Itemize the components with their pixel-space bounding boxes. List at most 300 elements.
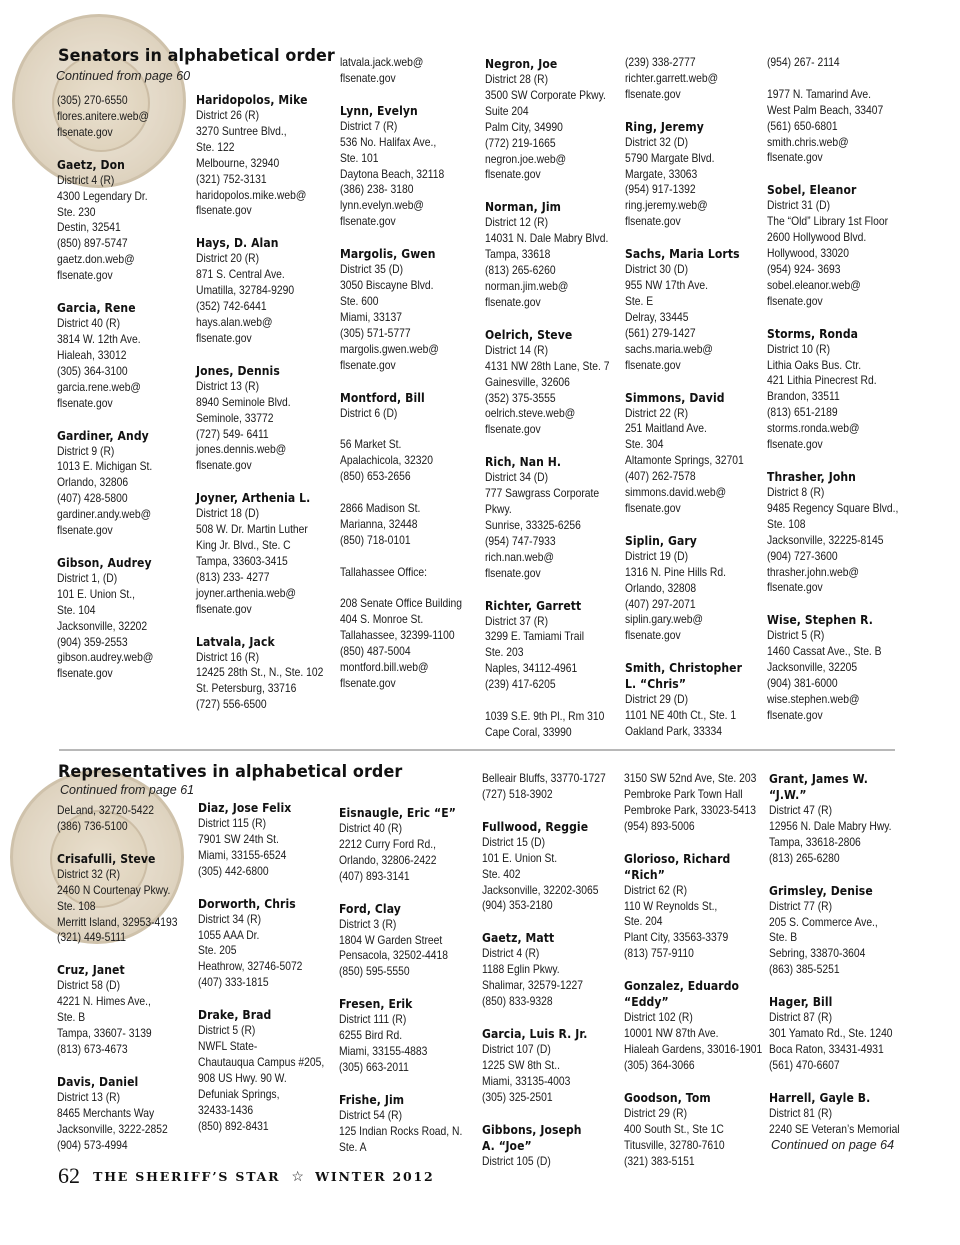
directory-entry bbox=[339, 901, 482, 981]
member-name: Grant, James W. bbox=[769, 771, 868, 786]
phone-line: (904) 353-2180 bbox=[482, 898, 553, 913]
email-line: gibson.audrey.web@ bbox=[57, 650, 154, 665]
address-line: 56 Market St. bbox=[340, 437, 402, 452]
email-line: sobel.eleanor.web@ bbox=[767, 277, 861, 292]
address-line: 2600 Hollywood Blvd. bbox=[767, 230, 867, 245]
email-line: flsenate.gov bbox=[625, 500, 681, 515]
directory-entry bbox=[57, 1074, 197, 1154]
address-line: 777 Sawgrass Corporate bbox=[485, 486, 600, 501]
directory-entry bbox=[57, 428, 169, 539]
phone-line: (239) 338-2777 bbox=[625, 55, 696, 69]
directory-entry bbox=[485, 199, 630, 310]
email-line: flsenate.gov bbox=[767, 707, 823, 722]
member-name: Diaz, Jose Felix bbox=[198, 800, 292, 815]
email-line: flsenate.gov bbox=[57, 666, 113, 681]
address-line: 421 Lithia Pinecrest Rd. bbox=[767, 373, 877, 388]
directory-entry bbox=[625, 55, 763, 103]
district-line: District 40 (R) bbox=[57, 316, 121, 331]
district-line: District 9 (R) bbox=[57, 443, 115, 458]
address-line: 1804 W Garden Street bbox=[339, 932, 443, 947]
member-name: Drake, Brad bbox=[198, 1007, 272, 1023]
email-line: flsenate.gov bbox=[625, 86, 681, 101]
address-line: 3814 W. 12th Ave. bbox=[57, 331, 141, 346]
directory-entry bbox=[625, 660, 763, 740]
district-line: District 8 (R) bbox=[767, 485, 825, 500]
address-line: Palm City, 34990 bbox=[485, 119, 563, 134]
member-name: Garcia, Luis R. Jr. bbox=[482, 1025, 588, 1041]
member-name: Gonzalez, Eduardo bbox=[624, 978, 740, 994]
member-name: Richter, Garrett bbox=[485, 597, 582, 613]
directory-entry bbox=[625, 246, 763, 373]
senators-column bbox=[57, 93, 169, 698]
member-name: Glorioso, Richard bbox=[624, 850, 731, 866]
member-name: Simmons, David bbox=[625, 389, 725, 405]
address-line: 12425 28th St., N., Ste. 102 bbox=[196, 665, 324, 680]
member-name: Joyner, Arthenia L. bbox=[196, 490, 311, 506]
member-name: Rich, Nan H. bbox=[485, 454, 562, 470]
email-line: flsenate.gov bbox=[196, 601, 252, 616]
directory-entry bbox=[57, 851, 197, 947]
member-name: Grimsley, Denise bbox=[769, 882, 873, 898]
address-line: Hialeah, 33012 bbox=[57, 347, 127, 362]
address-line: St. Petersburg, 33716 bbox=[196, 681, 297, 696]
email-line: flsenate.gov bbox=[767, 437, 823, 452]
directory-entry bbox=[340, 55, 482, 87]
phone-line: (850) 833-9328 bbox=[482, 994, 553, 1009]
email-line: simmons.david.web@ bbox=[625, 485, 727, 500]
address-line: 251 Maitland Ave. bbox=[625, 421, 707, 436]
address-line: Tampa, 33618 bbox=[485, 247, 551, 262]
email-line: flsenate.gov bbox=[57, 523, 113, 538]
address-line: Umatilla, 32784-9290 bbox=[196, 283, 295, 298]
email-line: flsenate.gov bbox=[196, 458, 252, 473]
senators-column bbox=[485, 56, 630, 757]
directory-entry bbox=[57, 803, 197, 835]
member-name: L. “Chris” bbox=[625, 676, 687, 692]
address-line: 1977 N. Tamarind Ave. bbox=[767, 86, 872, 101]
directory-entry bbox=[340, 246, 482, 373]
email-line: latvala.jack.web@ bbox=[340, 55, 424, 69]
directory-entry bbox=[57, 93, 169, 141]
district-line: District 31 (D) bbox=[767, 198, 831, 213]
directory-entry bbox=[767, 612, 920, 723]
blank-line bbox=[340, 580, 482, 596]
district-line: District 18 (D) bbox=[196, 506, 260, 521]
phone-line: (321) 383-5151 bbox=[624, 1153, 695, 1168]
address-line: 2212 Curry Ford Rd., bbox=[339, 836, 436, 851]
phone-line: (407) 297-2071 bbox=[625, 596, 696, 611]
email-line: richter.garrett.web@ bbox=[625, 70, 719, 85]
senators-column bbox=[767, 55, 920, 740]
senators-section-title: Senators in alphabetical order bbox=[58, 46, 335, 66]
address-line: Ste. A bbox=[339, 1139, 367, 1154]
directory-entry bbox=[485, 327, 630, 438]
phone-line: (904) 381-6000 bbox=[767, 676, 838, 691]
address-line: 1101 NE 40th Ct., Ste. 1 bbox=[625, 708, 737, 723]
district-line: District 4 (R) bbox=[57, 172, 115, 187]
phone-line: (305) 270-6550 bbox=[57, 93, 128, 107]
address-line: 12956 N. Dale Mabry Hwy. bbox=[769, 818, 892, 833]
email-line: norman.jim.web@ bbox=[485, 278, 569, 293]
address-line: Orlando, 32808 bbox=[625, 580, 697, 595]
phone-line: (321) 752-3131 bbox=[196, 171, 267, 186]
phone-line: (386) 736-5100 bbox=[57, 818, 128, 833]
address-line: 2866 Madison St. bbox=[340, 500, 421, 515]
member-name: Gibson, Audrey bbox=[57, 554, 152, 570]
district-line: District 14 (R) bbox=[485, 342, 549, 357]
directory-entry bbox=[482, 930, 626, 1010]
district-line: District 19 (D) bbox=[625, 548, 689, 563]
address-line: 2460 N Courtenay Pkwy. bbox=[57, 882, 171, 897]
address-line: 208 Senate Office Building bbox=[340, 596, 463, 611]
email-line: flsenate.gov bbox=[196, 203, 252, 218]
address-line: Destin, 32541 bbox=[57, 220, 121, 235]
phone-line: (850) 897-5747 bbox=[57, 236, 128, 251]
directory-entry bbox=[767, 326, 920, 453]
address-line: Tampa, 33607- 3139 bbox=[57, 1026, 152, 1041]
phone-line: (954) 893-5006 bbox=[624, 818, 695, 833]
member-name: Jones, Dennis bbox=[196, 362, 280, 378]
address-line: Sunrise, 33325-6256 bbox=[485, 517, 581, 532]
email-line: flsenate.gov bbox=[767, 293, 823, 308]
phone-line: (407) 262-7578 bbox=[625, 469, 696, 484]
directory-entry bbox=[57, 555, 169, 682]
phone-line: (813) 265-6260 bbox=[485, 263, 556, 278]
phone-line: (727) 549- 6411 bbox=[196, 426, 269, 441]
address-line: Ste. 122 bbox=[196, 139, 235, 154]
phone-line: (850) 595-5550 bbox=[339, 964, 410, 979]
blank-line bbox=[340, 549, 482, 565]
address-line: 4221 N. Himes Ave., bbox=[57, 994, 151, 1009]
district-line: District 32 (R) bbox=[57, 866, 121, 881]
representatives-column bbox=[624, 771, 785, 1185]
address-line: Miami, 33155-6524 bbox=[198, 847, 287, 862]
phone-line: (305) 325-2501 bbox=[482, 1089, 553, 1104]
address-line: 1225 SW 8th St.. bbox=[482, 1057, 561, 1072]
address-line: Ste. 205 bbox=[198, 943, 237, 958]
district-line: District 34 (D) bbox=[485, 470, 549, 485]
district-line: District 37 (R) bbox=[485, 613, 549, 628]
address-line: 2240 SE Veteran’s Memorial bbox=[769, 1121, 900, 1136]
district-line: District 40 (R) bbox=[339, 821, 403, 835]
member-name: Fresen, Erik bbox=[339, 996, 413, 1012]
email-line: flsenate.gov bbox=[625, 214, 681, 229]
address-line: 7901 SW 24th St. bbox=[198, 831, 279, 846]
address-line: NWFL State- bbox=[198, 1039, 258, 1054]
email-line: garcia.rene.web@ bbox=[57, 379, 141, 394]
address-line: 8465 Merchants Way bbox=[57, 1105, 155, 1120]
address-line: 9485 Regency Square Blvd., bbox=[767, 500, 899, 515]
address-line: Defuniak Springs, bbox=[198, 1086, 280, 1101]
address-line: Tallahassee Office: bbox=[340, 564, 428, 579]
directory-entry bbox=[339, 996, 482, 1076]
address-line: Pembroke Park Town Hall bbox=[624, 786, 743, 801]
email-line: lynn.evelyn.web@ bbox=[340, 198, 424, 213]
district-line: District 87 (R) bbox=[769, 1010, 833, 1025]
email-line: rich.nan.web@ bbox=[485, 549, 555, 564]
phone-line: (850) 653-2656 bbox=[340, 469, 411, 484]
district-line: District 15 (D) bbox=[482, 834, 546, 849]
address-line: Cape Coral, 33990 bbox=[485, 724, 572, 739]
district-line: District 28 (R) bbox=[485, 72, 549, 86]
address-line: Merritt Island, 32953-4193 bbox=[57, 914, 178, 929]
directory-entry bbox=[196, 235, 344, 346]
address-line: 1039 S.E. 9th Pl., Rm 310 bbox=[485, 708, 605, 723]
address-line: Orlando, 32806-2422 bbox=[339, 852, 437, 867]
address-line: 4300 Legendary Dr. bbox=[57, 188, 148, 203]
directory-entry bbox=[339, 805, 482, 885]
address-line: 871 S. Central Ave. bbox=[196, 267, 285, 282]
senators-column bbox=[625, 55, 763, 756]
address-line: DeLand, 32720-5422 bbox=[57, 803, 154, 817]
district-line: District 1, (D) bbox=[57, 570, 118, 585]
district-line: District 26 (R) bbox=[196, 108, 260, 122]
directory-entry bbox=[769, 883, 921, 979]
directory-entry bbox=[57, 962, 197, 1058]
member-name: Goodson, Tom bbox=[624, 1089, 711, 1105]
phone-line: (954) 924- 3693 bbox=[767, 261, 841, 276]
address-line: Jacksonville, 32202-3065 bbox=[482, 882, 599, 897]
address-line: Ste. 108 bbox=[57, 898, 96, 913]
email-line: gardiner.andy.web@ bbox=[57, 507, 152, 522]
address-line: Delray, 33445 bbox=[625, 309, 689, 324]
address-line: 908 US Hwy. 90 W. bbox=[198, 1070, 287, 1085]
member-name: A. “Joe” bbox=[482, 1137, 532, 1153]
phone-line: (239) 417-6205 bbox=[485, 677, 556, 692]
address-line: 101 E. Union St. bbox=[482, 850, 558, 865]
directory-entry bbox=[340, 390, 482, 692]
member-name: Ford, Clay bbox=[339, 900, 401, 916]
member-name: Oelrich, Steve bbox=[485, 326, 573, 342]
address-line: 4131 NW 28th Lane, Ste. 7 bbox=[485, 358, 610, 373]
phone-line: (305) 663-2011 bbox=[339, 1059, 409, 1074]
email-line: margolis.gwen.web@ bbox=[340, 341, 439, 356]
directory-entry bbox=[57, 157, 169, 284]
blank-line bbox=[767, 71, 920, 87]
address-line: Titusville, 32780-7610 bbox=[624, 1137, 725, 1152]
address-line: Belleair Bluffs, 33770-1727 bbox=[482, 771, 606, 785]
address-line: Plant City, 33563-3379 bbox=[624, 930, 729, 945]
address-line: Ste. 108 bbox=[767, 516, 806, 531]
email-line: flsenate.gov bbox=[57, 268, 113, 283]
directory-entry bbox=[769, 994, 921, 1074]
member-name: Garcia, Rene bbox=[57, 300, 136, 316]
address-line: 3270 Suntree Blvd., bbox=[196, 123, 287, 138]
address-line: Hollywood, 33020 bbox=[767, 246, 850, 261]
representatives-section-title: Representatives in alphabetical order bbox=[58, 762, 403, 782]
member-name: Gibbons, Joseph bbox=[482, 1121, 582, 1137]
address-line: 1316 N. Pine Hills Rd. bbox=[625, 564, 726, 579]
district-line: District 107 (D) bbox=[482, 1041, 551, 1056]
address-line: King Jr. Blvd., Ste. C bbox=[196, 538, 291, 553]
member-name: Hays, D. Alan bbox=[196, 235, 279, 251]
directory-entry bbox=[625, 390, 763, 517]
address-line: 3150 SW 52nd Ave, Ste. 203 bbox=[624, 771, 757, 785]
email-line: flsenate.gov bbox=[57, 124, 113, 139]
phone-line: (904) 727-3600 bbox=[767, 548, 838, 563]
phone-line: (305) 442-6800 bbox=[198, 863, 269, 878]
member-name: Gaetz, Don bbox=[57, 156, 125, 172]
phone-line: (321) 449-5111 bbox=[57, 930, 127, 945]
member-name: Margolis, Gwen bbox=[340, 246, 436, 262]
district-line: District 12 (R) bbox=[485, 215, 549, 230]
directory-entry bbox=[624, 1090, 785, 1170]
directory-entry bbox=[196, 363, 344, 474]
email-line: flsenate.gov bbox=[340, 214, 396, 229]
directory-entry bbox=[196, 92, 344, 219]
member-name: Fullwood, Reggie bbox=[482, 818, 589, 834]
address-line: 10001 NW 87th Ave. bbox=[624, 1026, 719, 1041]
address-line: Ste. 104 bbox=[57, 602, 96, 617]
address-line: 508 W. Dr. Martin Luther bbox=[196, 522, 308, 537]
representatives-column bbox=[482, 771, 626, 1186]
directory-entry bbox=[625, 119, 763, 230]
email-line: flsenate.gov bbox=[340, 675, 396, 690]
directory-entry bbox=[624, 851, 785, 963]
directory-entry bbox=[339, 1092, 482, 1156]
address-line: 101 E. Union St., bbox=[57, 586, 136, 601]
district-line: District 62 (R) bbox=[624, 882, 688, 897]
issue-label: WINTER 2012 bbox=[315, 1169, 435, 1184]
address-line: Jacksonville, 3222-2852 bbox=[57, 1121, 168, 1136]
directory-entry bbox=[769, 1090, 921, 1138]
address-line: Tampa, 33618-2806 bbox=[769, 834, 861, 849]
directory-entry bbox=[482, 771, 626, 803]
email-line: montford.bill.web@ bbox=[340, 659, 429, 674]
district-line: District 3 (R) bbox=[339, 916, 397, 931]
member-name: Montford, Bill bbox=[340, 389, 425, 405]
address-line: 955 NW 17th Ave. bbox=[625, 278, 709, 293]
address-line: Naples, 34112-4961 bbox=[485, 661, 578, 676]
address-line: West Palm Beach, 33407 bbox=[767, 102, 884, 117]
email-line: flsenate.gov bbox=[485, 294, 541, 309]
phone-line: (352) 742-6441 bbox=[196, 299, 267, 314]
address-line: The “Old” Library 1st Floor bbox=[767, 214, 889, 229]
phone-line: (407) 428-5800 bbox=[57, 491, 128, 506]
member-name: Haridopolos, Mike bbox=[196, 92, 308, 107]
email-line: flsenate.gov bbox=[57, 395, 113, 410]
email-line: flores.anitere.web@ bbox=[57, 108, 149, 123]
member-name: Crisafulli, Steve bbox=[57, 850, 156, 866]
member-name: Ring, Jeremy bbox=[625, 118, 704, 134]
phone-line: (850) 487-5004 bbox=[340, 644, 411, 659]
district-line: District 29 (R) bbox=[624, 1105, 688, 1120]
member-name: Latvala, Jack bbox=[196, 633, 275, 649]
directory-entry bbox=[625, 533, 763, 644]
email-line: haridopolos.mike.web@ bbox=[196, 187, 307, 202]
member-name: Lynn, Evelyn bbox=[340, 102, 418, 118]
email-line: flsenate.gov bbox=[625, 628, 681, 643]
district-line: District 105 (D) bbox=[482, 1153, 551, 1168]
address-line: 1013 E. Michigan St. bbox=[57, 459, 153, 474]
phone-line: (850) 892-8431 bbox=[198, 1118, 269, 1133]
directory-entry bbox=[482, 819, 626, 915]
directory-entry bbox=[482, 1122, 626, 1170]
member-name: “Eddy” bbox=[624, 994, 669, 1010]
directory-entry bbox=[196, 634, 344, 714]
member-name: Eisnaugle, Eric “E” bbox=[339, 805, 456, 820]
district-line: District 13 (R) bbox=[57, 1089, 121, 1104]
address-line: Margate, 33063 bbox=[625, 166, 698, 181]
member-name: Smith, Christopher bbox=[625, 660, 743, 676]
phone-line: (352) 375-3555 bbox=[485, 390, 556, 405]
directory-entry bbox=[482, 1026, 626, 1106]
address-line: 536 No. Halifax Ave., bbox=[340, 134, 437, 149]
directory-entry bbox=[485, 454, 630, 581]
member-name: Wise, Stephen R. bbox=[767, 612, 873, 628]
district-line: District 34 (R) bbox=[198, 911, 262, 926]
district-line: District 20 (R) bbox=[196, 251, 260, 266]
senators-continued-from: Continued from page 60 bbox=[56, 69, 191, 83]
district-line: District 30 (D) bbox=[625, 262, 689, 277]
directory-entry bbox=[198, 896, 345, 992]
directory-entry bbox=[624, 771, 785, 835]
phone-line: (727) 556-6500 bbox=[196, 697, 267, 712]
district-line: District 35 (D) bbox=[340, 262, 404, 277]
phone-line: (727) 518-3902 bbox=[482, 786, 553, 801]
phone-line: (863) 385-5251 bbox=[769, 962, 840, 977]
email-line: gaetz.don.web@ bbox=[57, 252, 135, 267]
email-line: flsenate.gov bbox=[767, 580, 823, 595]
address-line: Ste. 204 bbox=[624, 914, 663, 929]
address-line: Ste. 304 bbox=[625, 437, 664, 452]
address-line: Shalimar, 32579-1227 bbox=[482, 978, 583, 993]
district-line: District 7 (R) bbox=[340, 118, 398, 133]
member-name: Gaetz, Matt bbox=[482, 930, 555, 946]
district-line: District 115 (R) bbox=[198, 816, 267, 830]
address-line: 205 S. Commerce Ave., bbox=[769, 914, 878, 929]
phone-line: (772) 219-1665 bbox=[485, 135, 556, 150]
district-line: District 58 (D) bbox=[57, 978, 121, 993]
directory-entry bbox=[340, 103, 482, 230]
address-line: 8940 Seminole Blvd. bbox=[196, 394, 291, 409]
district-line: District 47 (R) bbox=[769, 803, 833, 817]
address-line: Pembroke Park, 33023-5413 bbox=[624, 802, 756, 817]
email-line: negron.joe.web@ bbox=[485, 151, 567, 166]
magazine-name: THE SHERIFF’S STAR bbox=[93, 1169, 281, 1184]
representatives-column bbox=[769, 771, 921, 1154]
phone-line: (561) 650-6801 bbox=[767, 118, 838, 133]
email-line: hays.alan.web@ bbox=[196, 314, 273, 329]
member-name: “J.W.” bbox=[769, 787, 807, 802]
directory-entry bbox=[196, 490, 344, 617]
address-line: Chautauqua Campus #205, bbox=[198, 1054, 325, 1069]
address-line: Hialeah Gardens, 33016-1901 bbox=[624, 1041, 763, 1056]
phone-line: (386) 238- 3180 bbox=[340, 182, 414, 197]
member-name: Dorworth, Chris bbox=[198, 895, 296, 911]
address-line: 125 Indian Rocks Road, N. bbox=[339, 1123, 463, 1138]
representatives-continued-on: Continued on page 64 bbox=[771, 1138, 895, 1152]
address-line: Ste. 402 bbox=[482, 866, 521, 881]
section-divider bbox=[59, 749, 895, 751]
address-line: Seminole, 33772 bbox=[196, 410, 274, 425]
address-line: 6255 Bird Rd. bbox=[339, 1028, 403, 1043]
address-line: Sebring, 33870-3604 bbox=[769, 946, 866, 961]
address-line: 14031 N. Dale Mabry Blvd. bbox=[485, 231, 609, 246]
email-line: flsenate.gov bbox=[485, 565, 541, 580]
address-line: Altamonte Springs, 32701 bbox=[625, 453, 744, 468]
member-name: Cruz, Janet bbox=[57, 962, 125, 978]
phone-line: (305) 571-5777 bbox=[340, 325, 411, 340]
address-line: Pensacola, 32502-4418 bbox=[339, 948, 449, 963]
email-line: flsenate.gov bbox=[340, 70, 396, 85]
phone-line: (305) 364-3066 bbox=[624, 1057, 695, 1072]
email-line: flsenate.gov bbox=[485, 422, 541, 437]
address-line: 1460 Cassat Ave., Ste. B bbox=[767, 644, 882, 659]
district-line: District 5 (R) bbox=[198, 1023, 256, 1038]
address-line: Apalachicola, 32320 bbox=[340, 453, 433, 468]
member-name: Harrell, Gayle B. bbox=[769, 1089, 871, 1105]
